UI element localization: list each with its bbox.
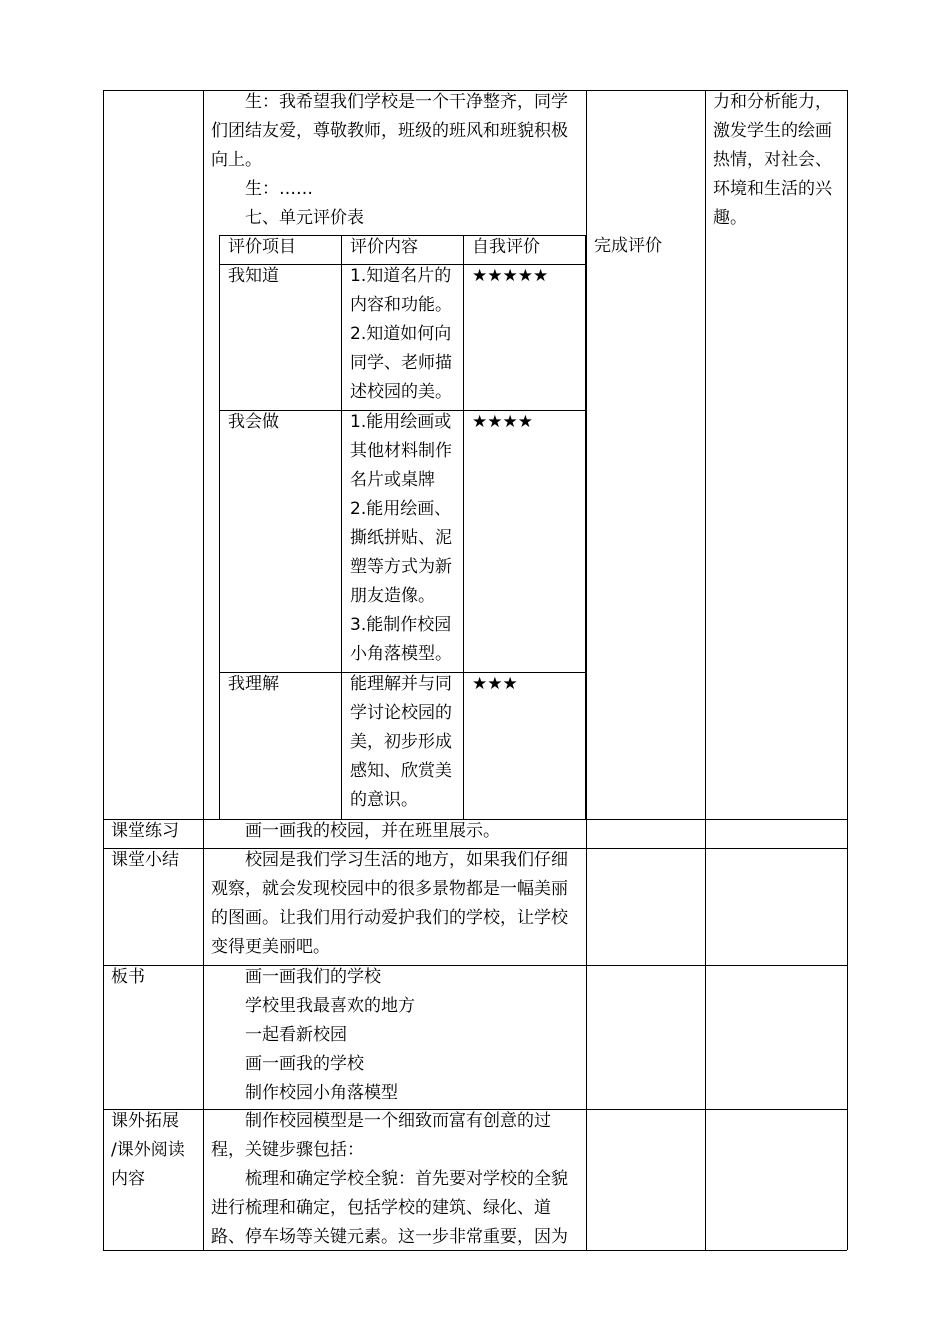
eval-border-left — [219, 235, 220, 819]
summary-label: 课堂小结 — [111, 850, 179, 870]
eval-row-rating: ★★★ — [472, 674, 518, 694]
content-line: 朋友造像。 — [350, 586, 435, 606]
board-line: 画一画我们的学校 — [245, 967, 381, 987]
content-line: 们团结友爱，尊敬教师，班级的班风和班貌积极 — [211, 121, 568, 141]
intent-line: 力和分析能力， — [713, 92, 832, 112]
intent-line: 环境和生活的兴 — [713, 179, 832, 199]
eval-row-content — [350, 408, 462, 669]
content-line: 感知、欣赏美 — [350, 761, 452, 781]
content-line: 3.能制作校园 — [350, 615, 452, 635]
eval-row-item: 我知道 — [228, 266, 279, 286]
intent-line: 热情，对社会、 — [713, 150, 832, 170]
content-line: 学讨论校园的 — [350, 703, 452, 723]
intent-line: 趣。 — [713, 208, 747, 228]
table-divider-activity — [705, 90, 706, 1250]
eval-row-rating: ★★★★★ — [472, 266, 549, 286]
extension-line: 进行梳理和确定，包括学校的建筑、绿化、道 — [211, 1198, 551, 1218]
summary-content — [211, 846, 583, 962]
intent-line: 激发学生的绘画 — [713, 121, 832, 141]
eval-divider-2 — [463, 235, 464, 819]
content-line: 同学、老师描 — [350, 353, 452, 373]
table-border-left — [103, 90, 104, 1250]
content-line: 塑等方式为新 — [350, 557, 452, 577]
content-line: 生：我希望我们学校是一个干净整齐，同学 — [245, 92, 568, 112]
content-line: 1.知道名片的 — [350, 266, 452, 286]
eval-header-self: 自我评价 — [472, 237, 540, 257]
content-line: 述校园的美。 — [350, 382, 452, 402]
extension-line: 制作校园模型是一个细致而富有创意的过 — [245, 1111, 551, 1131]
board-line: 一起看新校园 — [245, 1025, 347, 1045]
table-divider-label — [203, 90, 204, 1250]
summary-line: 校园是我们学习生活的地方，如果我们仔细 — [245, 850, 568, 870]
main-content-text — [211, 88, 583, 233]
extension-line: 梳理和确定学校全貌：首先要对学校的全貌 — [245, 1169, 568, 1189]
board-line: 学校里我最喜欢的地方 — [245, 996, 415, 1016]
activity-text: 完成评价 — [594, 236, 662, 256]
board-line: 制作校园小角落模型 — [245, 1083, 398, 1103]
eval-row-content — [350, 670, 462, 815]
board-label: 板书 — [111, 967, 145, 987]
eval-row-rating: ★★★★ — [472, 412, 533, 432]
content-line: 撕纸拼贴、泥 — [350, 528, 452, 548]
eval-row-content — [350, 262, 462, 407]
table-border-right — [847, 90, 848, 1250]
content-line: 2.知道如何向 — [350, 324, 452, 344]
content-line: 能理解并与同 — [350, 674, 452, 694]
extension-label-line: 课外拓展 — [111, 1111, 179, 1131]
practice-content: 画一画我的校园，并在班里展示。 — [245, 821, 500, 841]
eval-row-item: 我会做 — [228, 412, 279, 432]
content-line: 小角落模型。 — [350, 644, 452, 664]
eval-header-item: 评价项目 — [228, 237, 296, 257]
content-line: 名片或桌牌 — [350, 470, 435, 490]
board-line: 画一画我的学校 — [245, 1054, 364, 1074]
extension-line: 程，关键步骤包括： — [211, 1140, 364, 1160]
extension-line: 路、停车场等关键元素。这一步非常重要，因为 — [211, 1227, 568, 1247]
extension-label-line: 内容 — [111, 1169, 145, 1189]
eval-divider-1 — [341, 235, 342, 819]
practice-label: 课堂练习 — [111, 821, 179, 841]
content-line: 其他材料制作 — [350, 441, 452, 461]
content-line: 向上。 — [211, 150, 262, 170]
student-ellipsis: 生：…… — [245, 179, 313, 199]
eval-header-content: 评价内容 — [350, 237, 418, 257]
board-content — [211, 963, 583, 1108]
extension-label — [111, 1107, 201, 1194]
section-title: 七、单元评价表 — [245, 208, 364, 228]
content-line: 内容和功能。 — [350, 295, 452, 315]
table-divider-content — [586, 90, 587, 1250]
extension-label-line: /课外阅读 — [111, 1140, 185, 1160]
content-line: 的意识。 — [350, 790, 418, 810]
content-line: 2.能用绘画、 — [350, 499, 452, 519]
summary-line: 变得更美丽吧。 — [211, 937, 330, 957]
eval-border-right — [585, 235, 586, 819]
extension-content — [211, 1107, 583, 1252]
eval-row-item: 我理解 — [228, 674, 279, 694]
content-line: 美，初步形成 — [350, 732, 452, 752]
summary-line: 观察，就会发现校园中的很多景物都是一幅美丽 — [211, 879, 568, 899]
intent-text — [713, 88, 845, 233]
summary-line: 的图画。让我们用行动爱护我们的学校，让学校 — [211, 908, 568, 928]
content-line: 1.能用绘画或 — [350, 412, 452, 432]
